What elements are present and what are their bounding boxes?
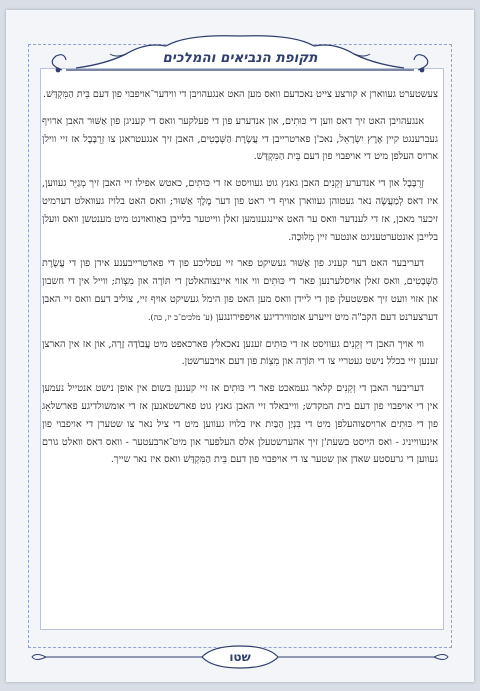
page-footer: [6, 642, 474, 672]
source-reference: (ע' מלכים־ב יז, כה).: [147, 312, 213, 322]
paragraph: אנגעהויבן האט זיך דאס ווען די כּוּתִים, און אנדערע פון די פעלקער וואס די קעניגן פון אַשּׁוּר האבן ארויף געברענגט קיין אֶרֶץ יִשְׂרָאֵל, נאכ'ן פארטרייבן די עֲשֶׂרֶת הַשְּׁבָטִים, האבן זיך אנגעטראגן צו זְרֻבָּבֶל אז זיי ווילן ארויס העלפן מיט די אויפבוי פון דעם בֵּית הַמִּקְדָּשׁ.: [42, 115, 438, 163]
paragraph: ווי אויך האבן די זְקֵנִים געוויסט אז די כּוּתִים זענען נאכאלץ פארכאפט מיט עֲבוֹדָה זָרָה, און אז אין הארצן זענען זיי בכלל נישט געטריי צו די תּוֹרָה און מִצְוֹת פון דעם אויבערשטן.: [42, 338, 438, 368]
paragraph: צעשטערט געווארן א קורצע צייט נאכדעם וואס מען האט אנגעהויבן די ווידער־אויפבוי פון דעם בֵּית הַמִּקְדָּשׁ.: [43, 89, 438, 100]
header-title: תקופת הנביאים והמלכים: [162, 50, 318, 66]
page-header: [6, 24, 474, 84]
body-text: [42, 86, 438, 478]
paragraph: דעריבער האבן די זְקֵנִים קלאר געמאכט פאר די כּוּתִים אז זיי קענען בשום אין אופן נישט אנטייל נעמען אין די אויפבוי פון דעם בית המקדש; ווייבאלד זיי האבן גאנץ גוט פארשטאנען אז די אומשולדיגע פארשלאָג פון די כּוּתִים ארויסצוהעלפן מיט די בִּנְיַן הַבַּיִת איז בלויז געווען מיט די ציל נאר צו שטערן די אויפבוי פון אינעווייניג - ואס הייסט בשעת'ן זיך אהערשטעלן אלס העלפער און מיט־ארבעטער - וואס דאס וואלט גורם געווען די גרעסטע שאדן און שטער צו די אויפבוי פון דעם בֵּית הַמִּקְדָּשׁ וואס איז נאר שייך.: [42, 383, 438, 466]
paragraph: [42, 255, 438, 326]
page-number: שטו: [229, 650, 251, 664]
paragraph: זְרֻבָּבֶל און די אנדערע זְקֵנִים האבן גאנץ גוט געוויסט אז די כּוּתִים, כאטש אפילו זיי האבן זיך מְגַיֵּר געווען, איז דאס לְמַעֲשֶׂה נאר געטוהן געווארן אויף די ראט פון דער מֶלֶךְ אַשּׁוּר; וואס האט בלויז געוואלט דערמיט זיכער מאכן, אז די לענדער וואס ער האט איינגענומען זאלן ווייטער בלייבן באַוואוינט מיט מענטשן וואס וועלן בלייבן אונטערטעניגט אונטער זיין מְלוּכָה.: [42, 178, 438, 243]
paragraph-text: דעריבער האט דער קעניג פון אַשּׁוּר געשיקט פאר זיי עטליכע פון די פארטרייבענע אידן פון די עֲשֶׂרֶת הַשְּׁבָטִים, וואס זאלן אויסלערנען פאר די כּוּתִים ווי אזוי איינצוהאלטן די תּוֹרָה און מִצְוֹת; ווייל אין די חשבון און אזוי וועט זיך אפשטעלן פון די ליידן וואס מען האט פון הימל געשיקט אויף זיי, צוליב דעם וואס זיי האבן דערצערנט דעם הקב"ה מיט זייערע אומווירדיגע אויפפירונגען: [42, 258, 438, 323]
